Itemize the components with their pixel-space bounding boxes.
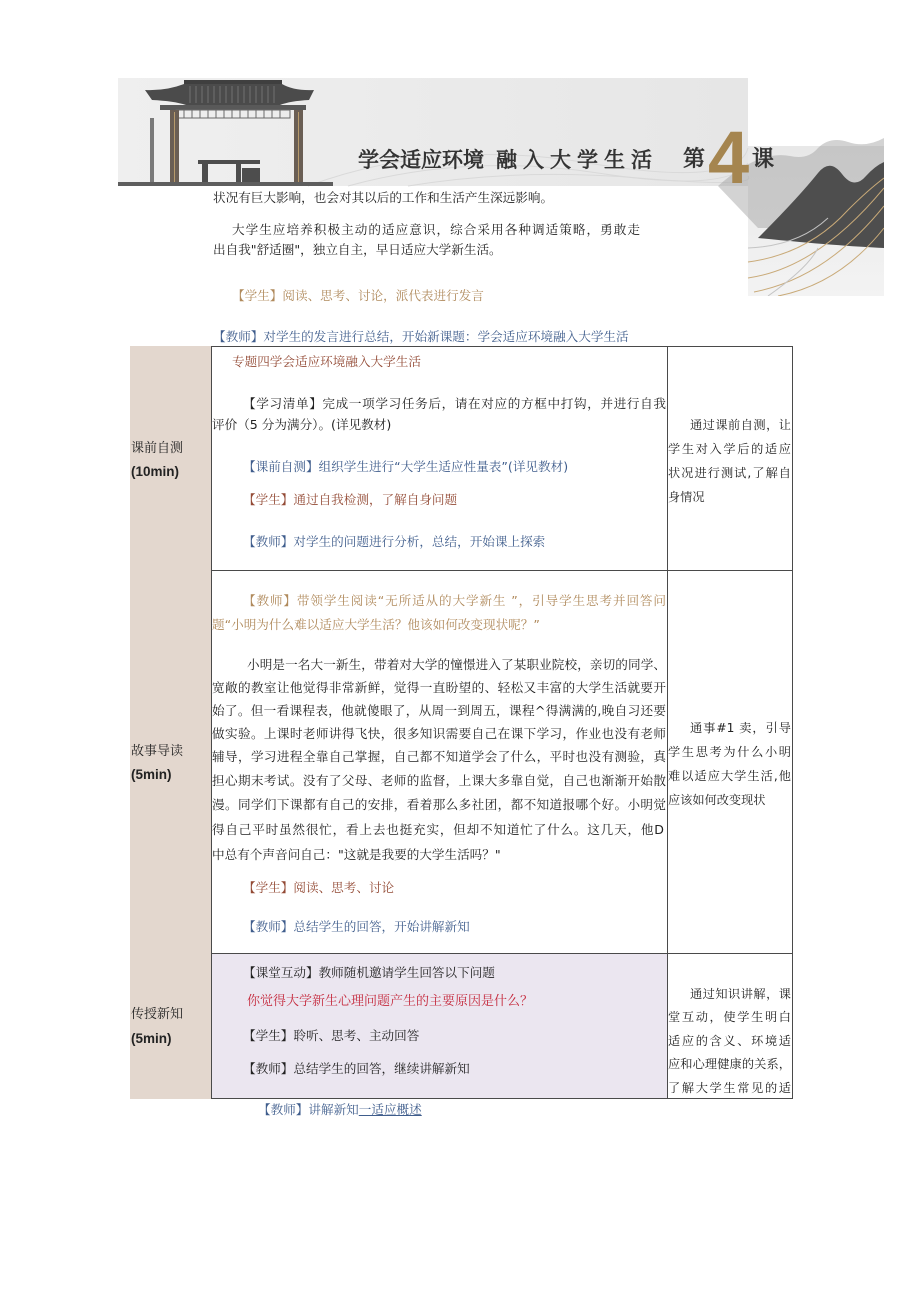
- intro-line: 大学生应培养积极主动的适应意识，综合采用各种调适策略，勇敢走: [232, 222, 640, 237]
- stage-label: 故事导读: [131, 744, 184, 759]
- design-intent-line: 通过知识讲解，课: [690, 987, 791, 1001]
- lesson-prefix: 第: [683, 147, 706, 172]
- teacher-reading-prompt: 【教师】带领学生阅读“无所适从的大学新生 ”，引导学生思考并回答问: [243, 593, 666, 608]
- stage-duration: (5min): [131, 767, 172, 782]
- intent-cell: [667, 346, 793, 571]
- story-line: 做实验。上课时老师讲得飞快，很多知识需要自己在课下学习，作业也没有老师: [212, 726, 666, 741]
- teacher-reading-prompt: 题“小明为什么难以适应大学生活？他该如何改变现状呢？”: [212, 617, 540, 632]
- pretest-task: 【课前自测】组织学生进行“大学生适应性量表”(详见教材): [243, 459, 569, 474]
- story-line: 宽敞的教室让他觉得非常新鲜，觉得一直盼望的、轻松又丰富的大学生活就要开: [212, 680, 666, 695]
- student-note: 【学生】阅读、思考、讨论，派代表进行发言: [232, 288, 484, 303]
- design-intent-line: 适应的含义、环境适: [668, 1034, 791, 1048]
- story-line: 始了。但一看课程表，他就傻眼了，从周一到周五，课程^得满满的,晚自习还要: [212, 703, 666, 718]
- design-intent-line: 应和心理健康的关系，: [668, 1057, 791, 1071]
- intent-cell: [667, 570, 793, 954]
- intent-cell: [667, 953, 793, 1099]
- stage-cell: [130, 953, 211, 1099]
- design-intent-line: 身情况: [668, 490, 705, 504]
- checklist-text: 【学习清单】完成一项学习任务后，请在对应的方框中打钩，并进行自我: [243, 396, 666, 411]
- title-part-2: 融入大学生活: [496, 148, 658, 172]
- teacher-activity: 【教师】总结学生的回答，开始讲解新知: [243, 919, 470, 934]
- story-line: 中总有个声音问自己："这就是我要的大学生活吗？": [212, 847, 501, 862]
- stage-cell: [130, 570, 211, 954]
- student-activity: 【学生】通过自我检测，了解自身问题: [243, 492, 458, 507]
- pavilion-ridge: [184, 80, 282, 84]
- stage-label: 传授新知: [131, 1007, 184, 1022]
- student-activity: 【学生】阅读、思考、讨论: [243, 880, 395, 895]
- story-line: 小明是一名大一新生，带着对大学的憧憬进入了某职业院校，亲切的同学、: [247, 657, 666, 672]
- lesson-number: 4: [708, 116, 750, 199]
- stage-duration: (5min): [131, 1031, 172, 1046]
- story-line: 漫。同学们下课都有自己的安排，看着那么多社团，都不知道报哪个好。小明觉: [212, 797, 666, 812]
- discussion-question: 你觉得大学新生心理问题产生的主要原因是什么？: [247, 994, 534, 1009]
- design-intent-line: 通事#1 卖，引导: [690, 721, 791, 735]
- design-intent-line: 了解大学生常见的适: [668, 1081, 791, 1095]
- design-intent-line: 堂互动，使学生明白: [668, 1010, 791, 1024]
- footer-note-prefix: 【教师】讲解新知: [258, 1102, 359, 1117]
- pavilion-beam: [160, 105, 306, 110]
- teacher-note: 【教师】对学生的发言进行总结，开始新课题：学会适应环境融入大学生活: [213, 329, 629, 344]
- student-activity: 【学生】聆听、思考、主动回答: [243, 1028, 420, 1043]
- design-intent-line: 难以适应大学生活,他: [668, 769, 791, 783]
- stage-cell: [130, 346, 211, 571]
- intro-line: 状况有巨大影响，也会对其以后的工作和生活产生深远影响。: [213, 190, 554, 205]
- pavilion-side-post: [150, 118, 154, 186]
- stage-label: 课前自测: [131, 441, 184, 456]
- design-intent-line: 状况进行测试,了解自: [668, 466, 791, 480]
- intro-line: 出自我"舒适圈"，独立自主，早日适应大学新生活。: [213, 242, 502, 257]
- topic-title: 专题四学会适应环境融入大学生活: [232, 354, 421, 369]
- footer-topic-link[interactable]: 一适应概述: [358, 1102, 422, 1117]
- teacher-activity: 【教师】对学生的问题进行分析，总结，开始课上探索: [243, 534, 546, 549]
- title-part-1: 学会适应环境: [358, 148, 484, 172]
- footer-teacher-note: [258, 1102, 422, 1118]
- stage-duration: (10min): [131, 464, 180, 479]
- teacher-activity: 【教师】总结学生的回答，继续讲解新知: [243, 1061, 470, 1076]
- header-banner-art: [118, 78, 884, 296]
- design-intent-line: 应该如何改变现状: [668, 793, 766, 807]
- classroom-interaction: 【课堂互动】教师随机邀请学生回答以下问题: [243, 965, 495, 980]
- pavilion-base: [118, 182, 333, 186]
- story-line: 辅导，学习进程全靠自己掌握，自己都不知道学会了什么，平时也没有测验，真: [212, 749, 666, 764]
- design-intent-line: 学生思考为什么小明: [668, 745, 791, 759]
- lesson-suffix: 课: [752, 147, 775, 172]
- design-intent-line: 通过课前自测，让: [690, 418, 791, 432]
- story-line: 担心期末考试。没有了父母、老师的监督，上课大多靠自觉，自己也渐渐开始散: [212, 773, 666, 788]
- checklist-text: 评价（5 分为满分）。(详见教材): [212, 417, 392, 432]
- design-intent-line: 学生对入学后的适应: [668, 442, 791, 456]
- story-line: 得自己平时虽然很忙，看上去也挺充实，但却不知道忙了什么。这几天，他D: [212, 822, 664, 837]
